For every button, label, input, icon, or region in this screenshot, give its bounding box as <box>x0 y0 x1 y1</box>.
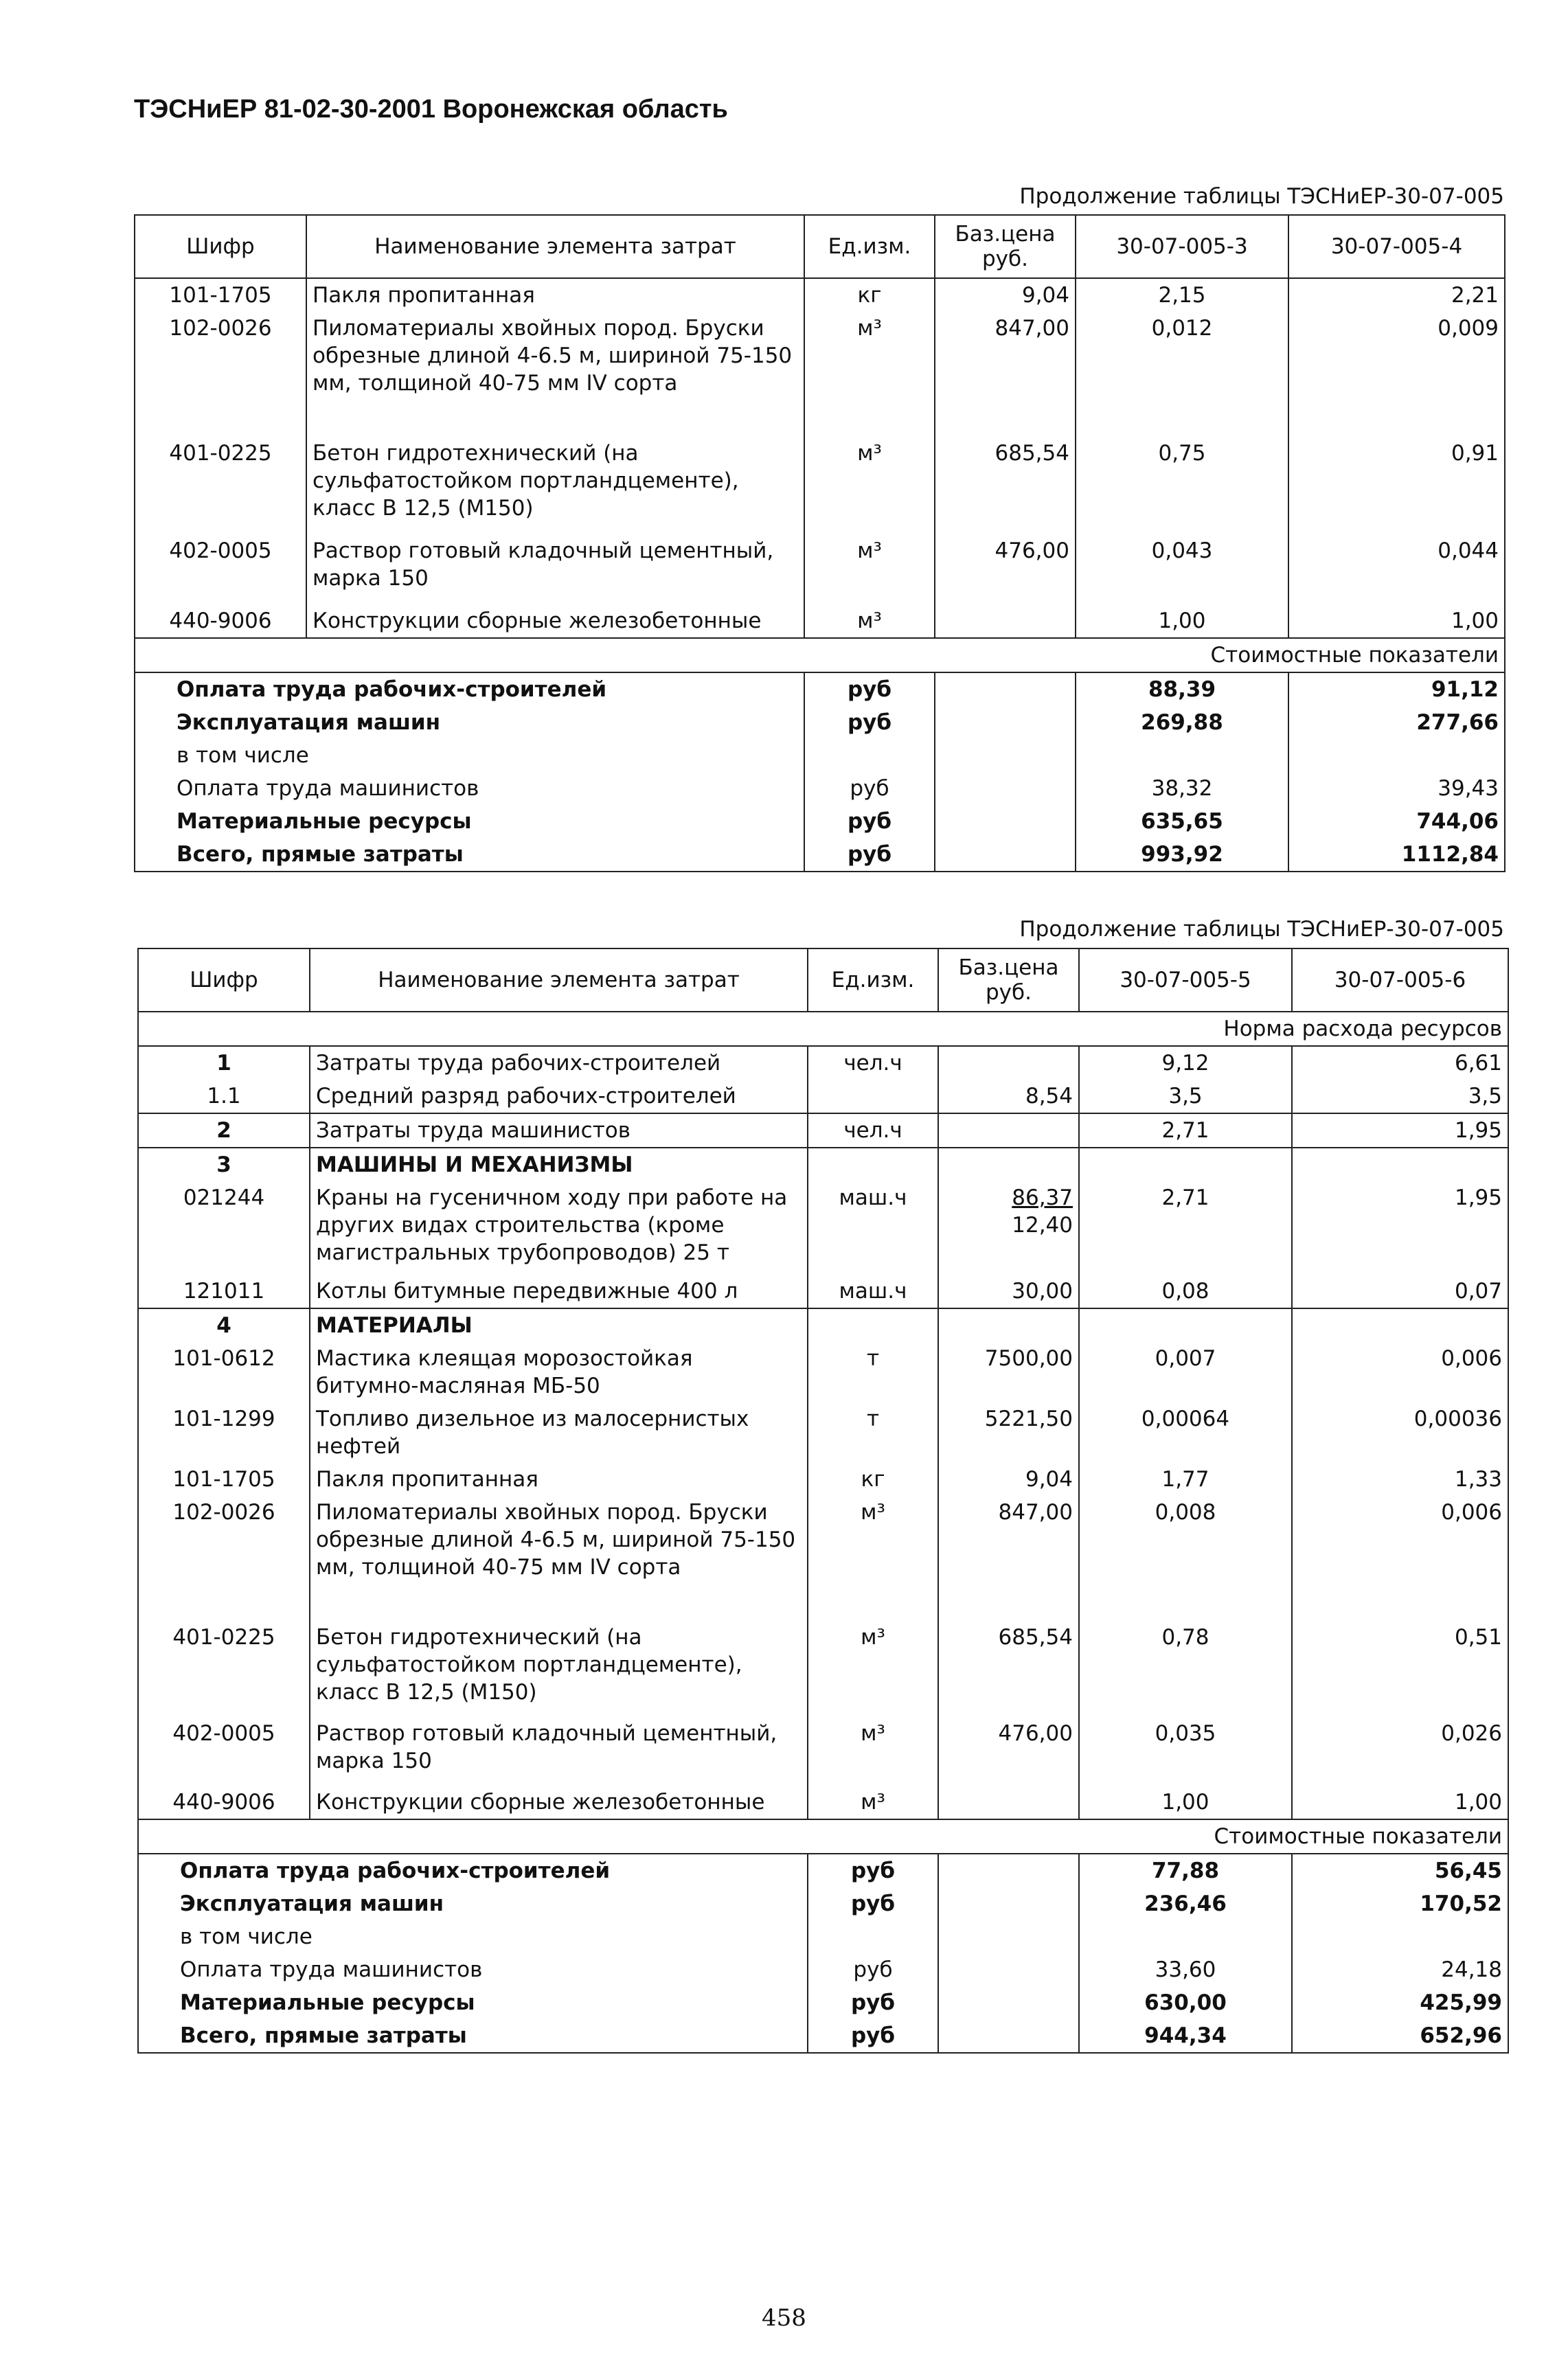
row-name: Котлы битумные передвижные 400 л <box>310 1275 808 1308</box>
row-value-2: 0,91 <box>1288 437 1505 534</box>
summary-price <box>938 1854 1079 1887</box>
summary-label: Оплата труда машинистов <box>138 1953 808 1986</box>
table2-header-row <box>138 948 1508 1012</box>
summary-price <box>938 1986 1079 2019</box>
summary-value-1 <box>1079 1920 1292 1953</box>
row-unit <box>808 1080 938 1113</box>
row-price: 476,00 <box>938 1717 1079 1786</box>
summary-row <box>135 805 1505 838</box>
header-col-2: 30-07-005-6 <box>1292 948 1508 1012</box>
band-label: Стоимостные показатели <box>135 638 1505 672</box>
row-value-1: 0,75 <box>1076 437 1288 534</box>
row-value-2: 1,95 <box>1292 1181 1508 1275</box>
row-value-1: 0,08 <box>1079 1275 1292 1308</box>
price-primary: 86,37 <box>1012 1185 1073 1210</box>
row-code: 4 <box>138 1308 310 1342</box>
section-band <box>135 638 1505 672</box>
row-value-1: 1,00 <box>1079 1786 1292 1819</box>
summary-value-2: 56,45 <box>1292 1854 1508 1887</box>
row-unit: кг <box>808 1463 938 1496</box>
row-price <box>938 1308 1079 1342</box>
row-value-2: 0,006 <box>1292 1342 1508 1402</box>
row-value-1: 9,12 <box>1079 1046 1292 1080</box>
row-value-1: 0,008 <box>1079 1496 1292 1621</box>
row-code: 1.1 <box>138 1080 310 1113</box>
summary-unit: руб <box>804 805 935 838</box>
row-value-2 <box>1292 1308 1508 1342</box>
row-name: Пиломатериалы хвойных пород. Бруски обрезные длиной 4-6.5 м, шириной 75-150 мм, толщиной 40-75 мм IV сорта <box>306 312 804 437</box>
row-value-1: 0,007 <box>1079 1342 1292 1402</box>
summary-price <box>935 739 1076 772</box>
row-value-2: 1,00 <box>1288 604 1505 638</box>
row-value-2: 1,95 <box>1292 1113 1508 1148</box>
table1-header-row <box>135 215 1505 278</box>
row-name: Пиломатериалы хвойных пород. Бруски обрезные длиной 4-6.5 м, шириной 75-150 мм, толщиной 40-75 мм IV сорта <box>310 1496 808 1621</box>
summary-value-2: 39,43 <box>1288 772 1505 805</box>
summary-price <box>935 672 1076 706</box>
row-price: 30,00 <box>938 1275 1079 1308</box>
row-value-2: 3,5 <box>1292 1080 1508 1113</box>
header-unit: Ед.изм. <box>804 215 935 278</box>
header-price: Баз.цена руб. <box>938 948 1079 1012</box>
row-name: Бетон гидротехнический (на сульфатостойком портландцементе), класс В 12,5 (М150) <box>310 1621 808 1717</box>
row-code: 101-0612 <box>138 1342 310 1402</box>
summary-value-1: 635,65 <box>1076 805 1288 838</box>
summary-value-2 <box>1292 1920 1508 1953</box>
summary-unit: руб <box>804 672 935 706</box>
row-value-1: 2,15 <box>1076 278 1288 312</box>
summary-label: Материальные ресурсы <box>138 1986 808 2019</box>
row-value-1: 0,012 <box>1076 312 1288 437</box>
row-unit: м³ <box>804 312 935 437</box>
row-price <box>938 1113 1079 1148</box>
table-row <box>138 1717 1508 1786</box>
summary-value-2: 744,06 <box>1288 805 1505 838</box>
summary-row <box>138 1986 1508 2019</box>
row-name: Затраты труда машинистов <box>310 1113 808 1148</box>
row-unit: т <box>808 1402 938 1463</box>
row-price <box>938 1786 1079 1819</box>
summary-unit: руб <box>808 1887 938 1920</box>
summary-value-2: 1112,84 <box>1288 838 1505 872</box>
summary-row <box>138 1854 1508 1887</box>
summary-unit: руб <box>808 1953 938 1986</box>
summary-label: Всего, прямые затраты <box>138 2019 808 2053</box>
row-code: 101-1299 <box>138 1402 310 1463</box>
row-value-2: 0,009 <box>1288 312 1505 437</box>
table2-caption: Продолжение таблицы ТЭСНиЕР-30-07-005 <box>1019 917 1504 942</box>
row-name: Бетон гидротехнический (на сульфатостойком портландцементе), класс В 12,5 (М150) <box>306 437 804 534</box>
summary-label: Оплата труда рабочих-строителей <box>138 1854 808 1887</box>
summary-row <box>135 706 1505 739</box>
table-row <box>138 1275 1508 1308</box>
row-code: 121011 <box>138 1275 310 1308</box>
table-row <box>138 1308 1508 1342</box>
row-value-1: 2,71 <box>1079 1113 1292 1148</box>
row-unit: чел.ч <box>808 1046 938 1080</box>
summary-unit <box>808 1920 938 1953</box>
row-unit: м³ <box>804 604 935 638</box>
page-number: 458 <box>762 2304 806 2332</box>
row-code: 440-9006 <box>138 1786 310 1819</box>
row-value-2: 0,026 <box>1292 1717 1508 1786</box>
row-unit: маш.ч <box>808 1181 938 1275</box>
row-code: 440-9006 <box>135 604 306 638</box>
summary-label: в том числе <box>138 1920 808 1953</box>
summary-value-1 <box>1076 739 1288 772</box>
table-row <box>138 1463 1508 1496</box>
row-price: 9,04 <box>935 278 1076 312</box>
row-value-1: 0,043 <box>1076 534 1288 604</box>
cost-table-1 <box>134 214 1505 872</box>
row-value-2 <box>1292 1148 1508 1181</box>
row-unit: м³ <box>808 1717 938 1786</box>
row-value-2: 2,21 <box>1288 278 1505 312</box>
header-name: Наименование элемента затрат <box>310 948 808 1012</box>
summary-value-2 <box>1288 739 1505 772</box>
section-band <box>138 1819 1508 1854</box>
summary-value-1: 236,46 <box>1079 1887 1292 1920</box>
row-name: МАШИНЫ И МЕХАНИЗМЫ <box>310 1148 808 1181</box>
summary-price <box>938 1953 1079 1986</box>
summary-value-1: 993,92 <box>1076 838 1288 872</box>
table-row <box>138 1148 1508 1181</box>
row-name: Мастика клеящая морозостойкая битумно-масляная МБ-50 <box>310 1342 808 1402</box>
summary-row <box>138 1887 1508 1920</box>
table-row <box>138 1080 1508 1113</box>
summary-unit: руб <box>804 706 935 739</box>
table-row <box>138 1113 1508 1148</box>
summary-value-1: 944,34 <box>1079 2019 1292 2053</box>
table-row <box>138 1621 1508 1717</box>
row-value-1 <box>1079 1308 1292 1342</box>
summary-value-1: 33,60 <box>1079 1953 1292 1986</box>
summary-price <box>938 1887 1079 1920</box>
summary-value-1: 88,39 <box>1076 672 1288 706</box>
summary-row <box>138 2019 1508 2053</box>
header-price: Баз.цена руб. <box>935 215 1076 278</box>
summary-value-2: 277,66 <box>1288 706 1505 739</box>
row-name: Конструкции сборные железобетонные <box>310 1786 808 1819</box>
table1-caption: Продолжение таблицы ТЭСНиЕР-30-07-005 <box>1019 184 1504 209</box>
row-unit: т <box>808 1342 938 1402</box>
summary-unit: руб <box>804 838 935 872</box>
band-label: Норма расхода ресурсов <box>138 1012 1508 1046</box>
row-unit: м³ <box>808 1786 938 1819</box>
row-price: 5221,50 <box>938 1402 1079 1463</box>
row-value-1 <box>1079 1148 1292 1181</box>
row-name: Краны на гусеничном ходу при работе на других видах строительства (кроме магистральных трубопроводов) 25 т <box>310 1181 808 1275</box>
row-price: 847,00 <box>938 1496 1079 1621</box>
summary-unit: руб <box>808 1986 938 2019</box>
summary-row <box>138 1953 1508 1986</box>
summary-value-2: 91,12 <box>1288 672 1505 706</box>
table-row <box>138 1181 1508 1275</box>
row-value-1: 0,035 <box>1079 1717 1292 1786</box>
row-price: 476,00 <box>935 534 1076 604</box>
row-price: 9,04 <box>938 1463 1079 1496</box>
summary-label: Эксплуатация машин <box>138 1887 808 1920</box>
header-name: Наименование элемента затрат <box>306 215 804 278</box>
row-name: Раствор готовый кладочный цементный, марка 150 <box>306 534 804 604</box>
header-col-1: 30-07-005-3 <box>1076 215 1288 278</box>
row-code: 102-0026 <box>138 1496 310 1621</box>
row-value-1: 1,00 <box>1076 604 1288 638</box>
row-price <box>938 1148 1079 1181</box>
row-value-2: 0,00036 <box>1292 1402 1508 1463</box>
summary-value-1: 269,88 <box>1076 706 1288 739</box>
summary-row <box>138 1920 1508 1953</box>
row-value-1: 3,5 <box>1079 1080 1292 1113</box>
summary-price <box>938 2019 1079 2053</box>
summary-row <box>135 672 1505 706</box>
row-name: Конструкции сборные железобетонные <box>306 604 804 638</box>
row-price <box>938 1181 1079 1275</box>
row-name: Пакля пропитанная <box>306 278 804 312</box>
summary-value-2: 652,96 <box>1292 2019 1508 2053</box>
row-code: 1 <box>138 1046 310 1080</box>
summary-price <box>935 805 1076 838</box>
row-name: Пакля пропитанная <box>310 1463 808 1496</box>
row-price: 847,00 <box>935 312 1076 437</box>
row-unit <box>808 1308 938 1342</box>
page-header: ТЭСНиЕР 81-02-30-2001 Воронежская область <box>134 95 728 124</box>
table-row <box>138 1496 1508 1621</box>
row-code: 2 <box>138 1113 310 1148</box>
row-unit: м³ <box>808 1621 938 1717</box>
row-unit: маш.ч <box>808 1275 938 1308</box>
row-name: Топливо дизельное из малосернистых нефтей <box>310 1402 808 1463</box>
summary-label: Эксплуатация машин <box>135 706 804 739</box>
summary-label: Всего, прямые затраты <box>135 838 804 872</box>
band-label: Стоимостные показатели <box>138 1819 1508 1854</box>
header-col-1: 30-07-005-5 <box>1079 948 1292 1012</box>
summary-price <box>938 1920 1079 1953</box>
summary-unit: руб <box>804 772 935 805</box>
table-row <box>135 437 1505 534</box>
summary-price <box>935 838 1076 872</box>
row-code: 101-1705 <box>135 278 306 312</box>
row-code: 402-0005 <box>138 1717 310 1786</box>
row-price: 7500,00 <box>938 1342 1079 1402</box>
row-price: 8,54 <box>938 1080 1079 1113</box>
summary-label: Оплата труда машинистов <box>135 772 804 805</box>
cost-table-2 <box>137 948 1509 2054</box>
row-unit: чел.ч <box>808 1113 938 1148</box>
header-code: Шифр <box>138 948 310 1012</box>
row-unit: м³ <box>808 1496 938 1621</box>
row-code: 401-0225 <box>135 437 306 534</box>
row-value-1: 2,71 <box>1079 1181 1292 1275</box>
summary-value-1: 77,88 <box>1079 1854 1292 1887</box>
summary-value-2: 170,52 <box>1292 1887 1508 1920</box>
row-name: Средний разряд рабочих-строителей <box>310 1080 808 1113</box>
summary-price <box>935 706 1076 739</box>
summary-unit <box>804 739 935 772</box>
row-value-2: 1,33 <box>1292 1463 1508 1496</box>
row-value-1: 1,77 <box>1079 1463 1292 1496</box>
table-row <box>135 604 1505 638</box>
section-band <box>138 1012 1508 1046</box>
row-code: 402-0005 <box>135 534 306 604</box>
table-row <box>138 1046 1508 1080</box>
summary-label: в том числе <box>135 739 804 772</box>
row-code: 401-0225 <box>138 1621 310 1717</box>
summary-row <box>135 739 1505 772</box>
table-row <box>135 312 1505 437</box>
table-row <box>138 1786 1508 1819</box>
row-code: 101-1705 <box>138 1463 310 1496</box>
row-name: Раствор готовый кладочный цементный, марка 150 <box>310 1717 808 1786</box>
row-value-1: 0,00064 <box>1079 1402 1292 1463</box>
header-unit: Ед.изм. <box>808 948 938 1012</box>
row-value-2: 0,006 <box>1292 1496 1508 1621</box>
summary-unit: руб <box>808 2019 938 2053</box>
summary-value-1: 630,00 <box>1079 1986 1292 2019</box>
row-code: 021244 <box>138 1181 310 1275</box>
row-price <box>938 1046 1079 1080</box>
summary-value-2: 24,18 <box>1292 1953 1508 1986</box>
row-price: 685,54 <box>938 1621 1079 1717</box>
row-value-2: 0,07 <box>1292 1275 1508 1308</box>
row-unit: кг <box>804 278 935 312</box>
summary-value-2: 425,99 <box>1292 1986 1508 2019</box>
summary-value-1: 38,32 <box>1076 772 1288 805</box>
table-row <box>135 278 1505 312</box>
table-row <box>138 1342 1508 1402</box>
table-row <box>135 534 1505 604</box>
row-value-1: 0,78 <box>1079 1621 1292 1717</box>
header-col-2: 30-07-005-4 <box>1288 215 1505 278</box>
row-price <box>935 604 1076 638</box>
row-unit: м³ <box>804 437 935 534</box>
row-value-2: 6,61 <box>1292 1046 1508 1080</box>
summary-label: Материальные ресурсы <box>135 805 804 838</box>
summary-label: Оплата труда рабочих-строителей <box>135 672 804 706</box>
summary-row <box>135 772 1505 805</box>
header-code: Шифр <box>135 215 306 278</box>
row-value-2: 1,00 <box>1292 1786 1508 1819</box>
table-row <box>138 1402 1508 1463</box>
summary-unit: руб <box>808 1854 938 1887</box>
row-unit <box>808 1148 938 1181</box>
row-code: 102-0026 <box>135 312 306 437</box>
row-name: МАТЕРИАЛЫ <box>310 1308 808 1342</box>
row-value-2: 0,044 <box>1288 534 1505 604</box>
price-secondary: 12,40 <box>1012 1213 1073 1238</box>
summary-row <box>135 838 1505 872</box>
row-price: 685,54 <box>935 437 1076 534</box>
row-code: 3 <box>138 1148 310 1181</box>
row-value-2: 0,51 <box>1292 1621 1508 1717</box>
summary-price <box>935 772 1076 805</box>
row-unit: м³ <box>804 534 935 604</box>
row-name: Затраты труда рабочих-строителей <box>310 1046 808 1080</box>
